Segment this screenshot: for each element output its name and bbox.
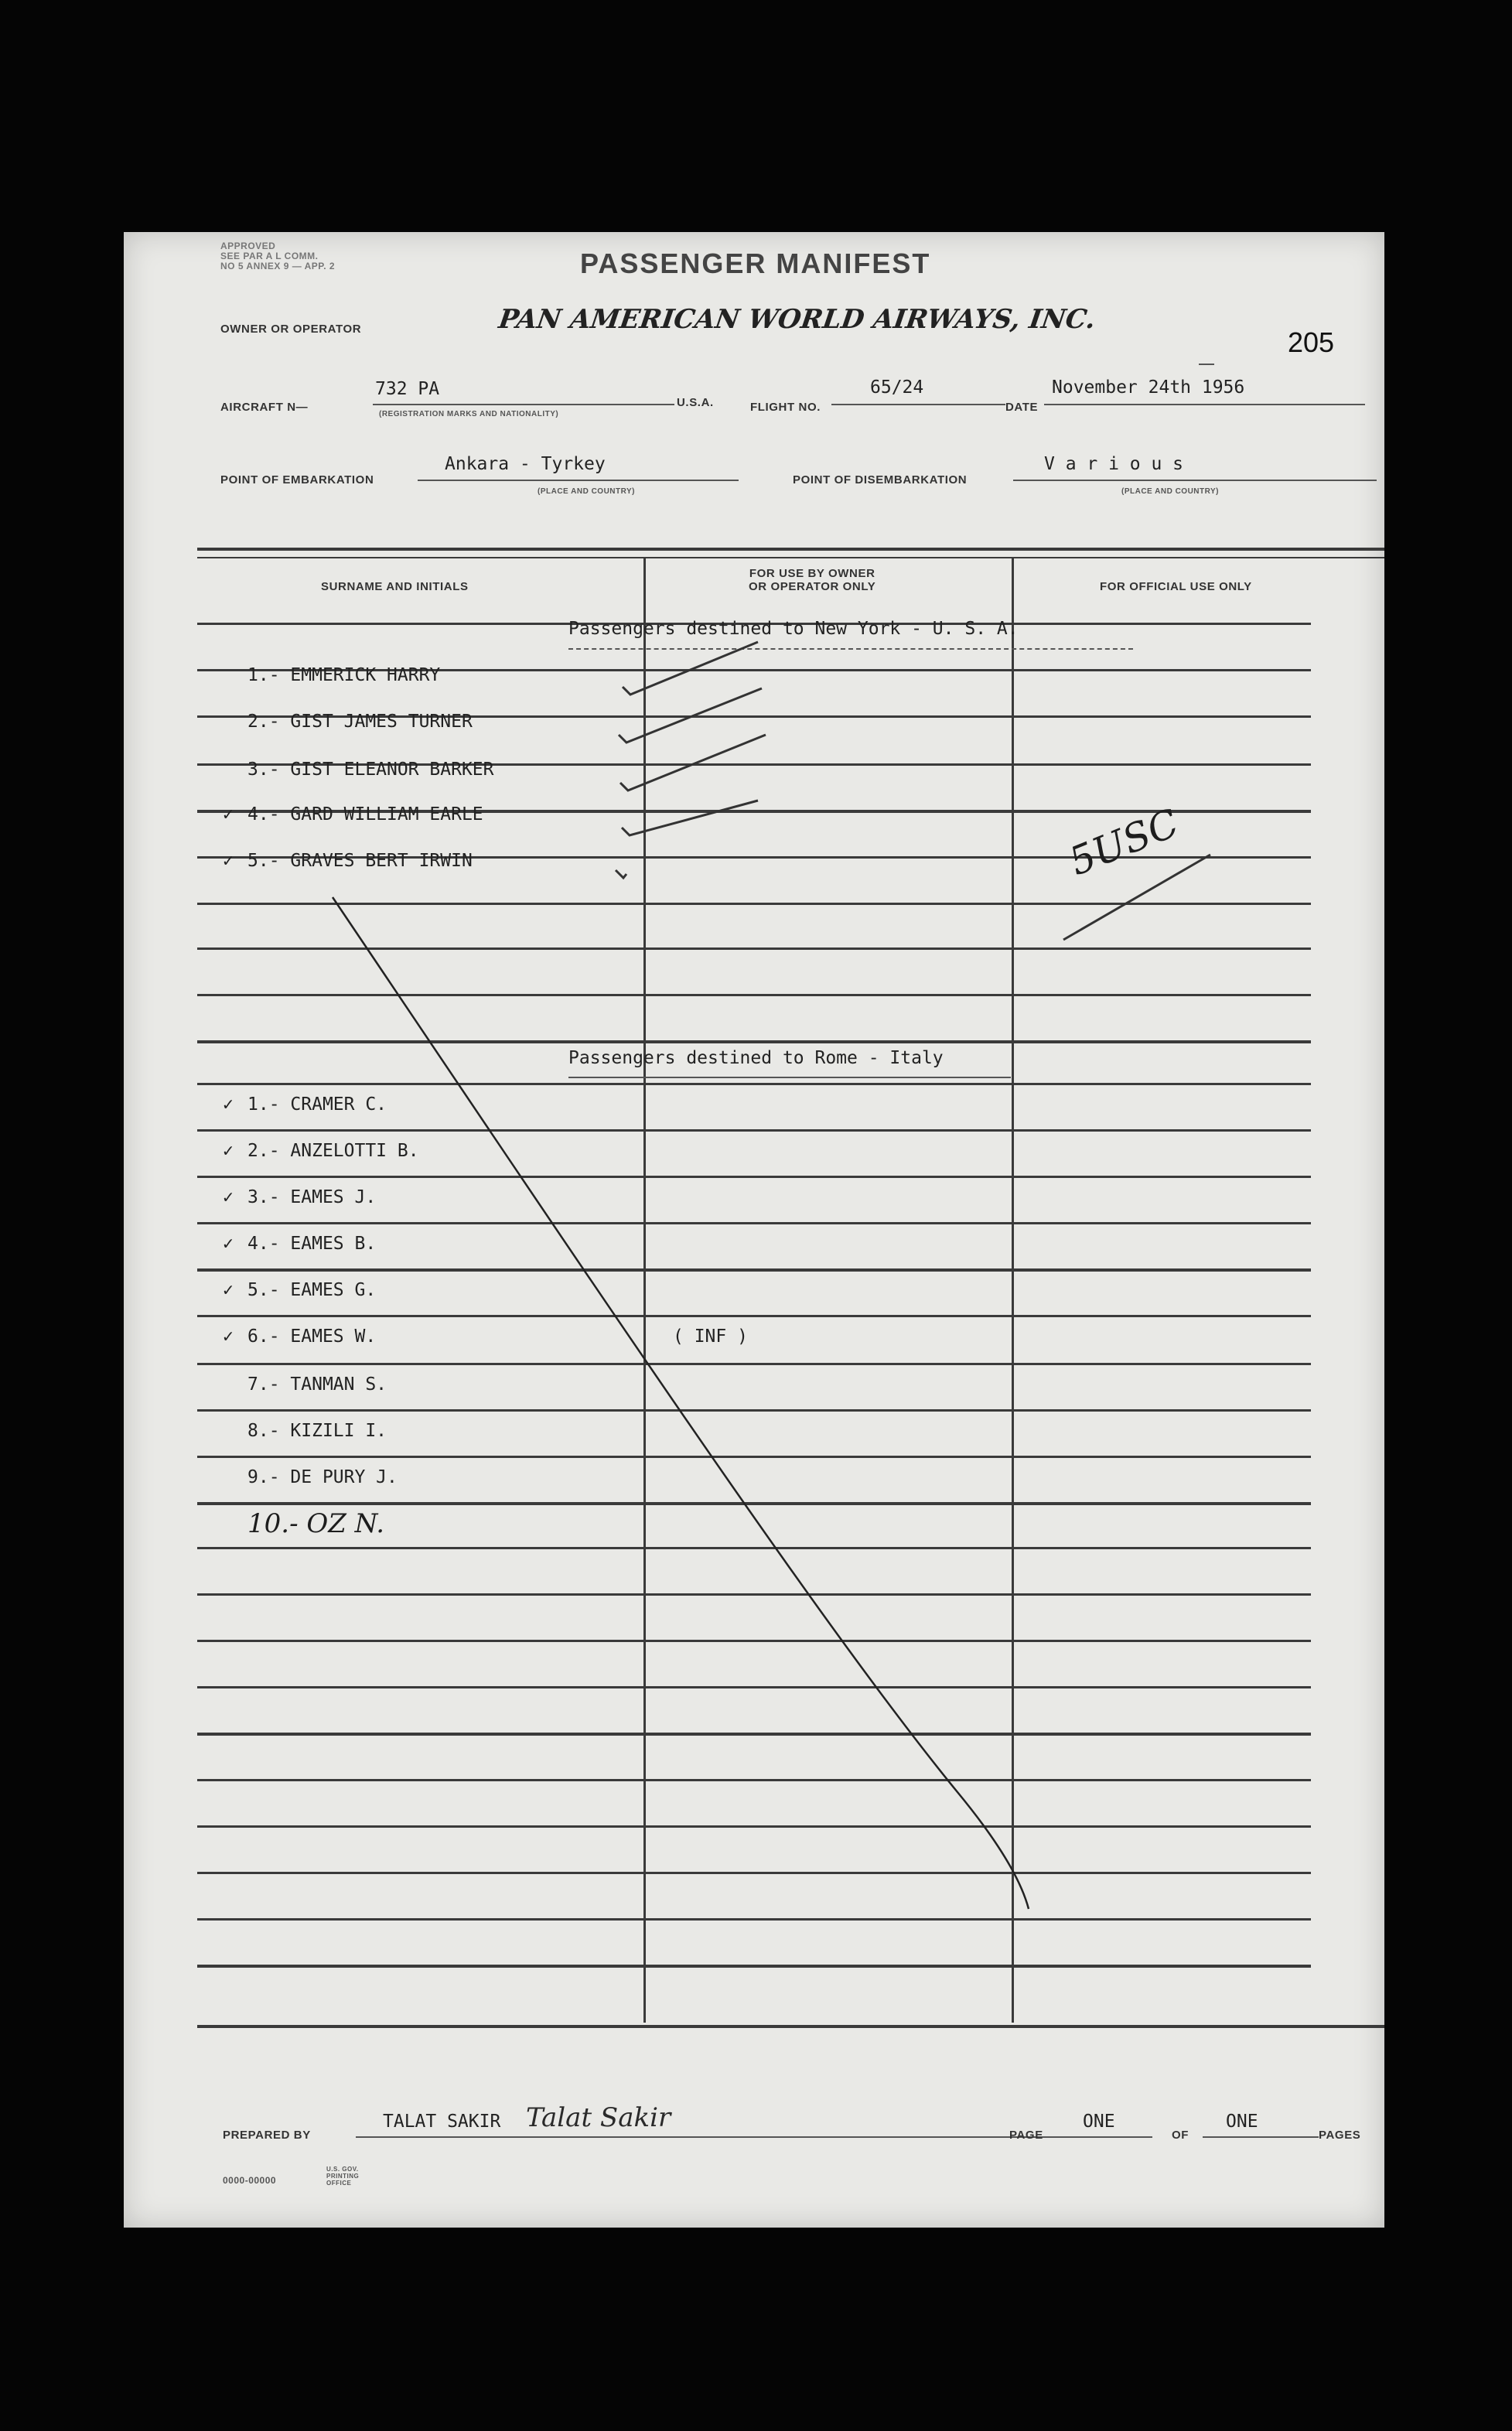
ink-marks-layer [124,232,1384,2228]
usa-label: U.S.A. [677,396,714,409]
passenger-name: EAMES B. [290,1234,377,1254]
official-note-strike [1063,855,1210,940]
check-mark-3 [620,735,766,790]
passenger-name: GIST JAMES TURNER [290,712,473,732]
embarkation-caption: (PLACE AND COUNTRY) [538,487,635,496]
embarkation-value: Ankara - Tyrkey [445,454,606,474]
check-mark: ✓ [223,1187,234,1207]
passenger-number: 5.- [247,851,280,871]
passenger-name: ANZELOTTI B. [290,1141,419,1161]
passenger-number: 7.- [247,1374,280,1395]
check-mark-4 [622,801,758,835]
flight-label: FLIGHT NO. [750,401,821,414]
check-mark: ✓ [223,804,234,825]
page-label: PAGE [1009,2129,1043,2142]
passenger-number: 8.- [247,1421,280,1441]
date-label: DATE [1005,401,1039,414]
check-mark: ✓ [223,1094,234,1115]
pages-label: PAGES [1319,2129,1361,2142]
passenger-number: 4.- [247,804,280,825]
passenger-name: OZ N. [306,1508,385,1539]
check-mark: ✓ [223,1234,234,1254]
check-mark-1 [623,642,758,695]
manifest-form [124,232,1384,2228]
prepared-by-value: TALAT SAKIR [383,2112,501,2132]
signature: Talat Sakir [526,2102,671,2133]
column-header-official: FOR OFFICIAL USE ONLY [1100,580,1252,593]
passenger-number: 9.- [247,1467,280,1487]
passenger-name: CRAMER C. [290,1094,387,1115]
approval-line-3: NO 5 ANNEX 9 — APP. 2 [220,261,336,271]
disembarkation-label: POINT OF DISEMBARKATION [793,473,968,487]
passenger-name: EAMES W. [290,1326,377,1347]
prepared-by-label: PREPARED BY [223,2129,311,2142]
check-mark: ✓ [223,1280,234,1300]
passenger-name: GARD WILLIAM EARLE [290,804,483,825]
passenger-number: 4.- [247,1234,280,1254]
aircraft-caption: (REGISTRATION MARKS AND NATIONALITY) [379,410,559,418]
approval-line-2: SEE PAR A L COMM. [220,251,319,261]
passenger-number: 1.- [247,1094,280,1115]
check-mark: ✓ [223,1326,234,1347]
of-value: ONE [1226,2112,1258,2132]
column-header-surname: SURNAME AND INITIALS [321,580,469,593]
passenger-number: 2.- [247,1141,280,1161]
passenger-number: 1.- [247,665,280,685]
form-title: PASSENGER MANIFEST [580,248,931,279]
aircraft-value: 732 PA [375,379,440,399]
passenger-name: KIZILI I. [290,1421,387,1441]
owner-label: OWNER OR OPERATOR [220,323,362,336]
passenger-name: EAMES J. [290,1187,377,1207]
passenger-name: DE PURY J. [290,1467,398,1487]
official-note: 5USC [1063,800,1185,885]
check-mark-2 [619,688,762,743]
disembarkation-caption: (PLACE AND COUNTRY) [1121,487,1219,496]
passenger-number: 6.- [247,1326,280,1347]
aircraft-label: AIRCRAFT N— [220,401,309,414]
printer-mark: U.S. GOV. PRINTING OFFICE [326,2166,360,2187]
section-heading-newyork: Passengers destined to New York - U. S. A. [568,619,1019,639]
check-mark-5 [616,870,626,878]
passenger-name: GRAVES BERT IRWIN [290,851,473,871]
passenger-name: TANMAN S. [290,1374,387,1395]
passenger-number: 2.- [247,712,280,732]
disembarkation-value: V a r i o u s [1044,454,1184,474]
owner-value: PAN AMERICAN WORLD AIRWAYS, INC. [497,304,1097,335]
owner-use-line-1: FOR USE BY OWNER [749,567,875,580]
passenger-number: 3.- [247,760,280,780]
date-value: November 24th 1956 [1052,377,1245,398]
passenger-number: 10.- [247,1508,299,1539]
passenger-name: EAMES G. [290,1280,377,1300]
inf-note: ( INF ) [673,1326,748,1347]
owner-use-line-2: OR OPERATOR ONLY [749,580,876,593]
page-number: 205 [1288,326,1335,358]
check-mark: ✓ [223,1141,234,1161]
passenger-name: EMMERICK HARRY [290,665,441,685]
page-value: ONE [1083,2112,1115,2132]
cancellation-line [333,897,1029,1909]
section-heading-rome: Passengers destined to Rome - Italy [568,1048,944,1068]
passenger-number: 5.- [247,1280,280,1300]
flight-value: 65/24 [870,377,924,398]
check-mark: ✓ [223,851,234,871]
form-number: 0000-00000 [223,2175,277,2186]
approval-line-1: APPROVED [220,241,276,251]
of-label: OF [1172,2129,1189,2142]
passenger-number: 3.- [247,1187,280,1207]
passenger-name: GIST ELEANOR BARKER [290,760,494,780]
embarkation-label: POINT OF EMBARKATION [220,473,374,487]
